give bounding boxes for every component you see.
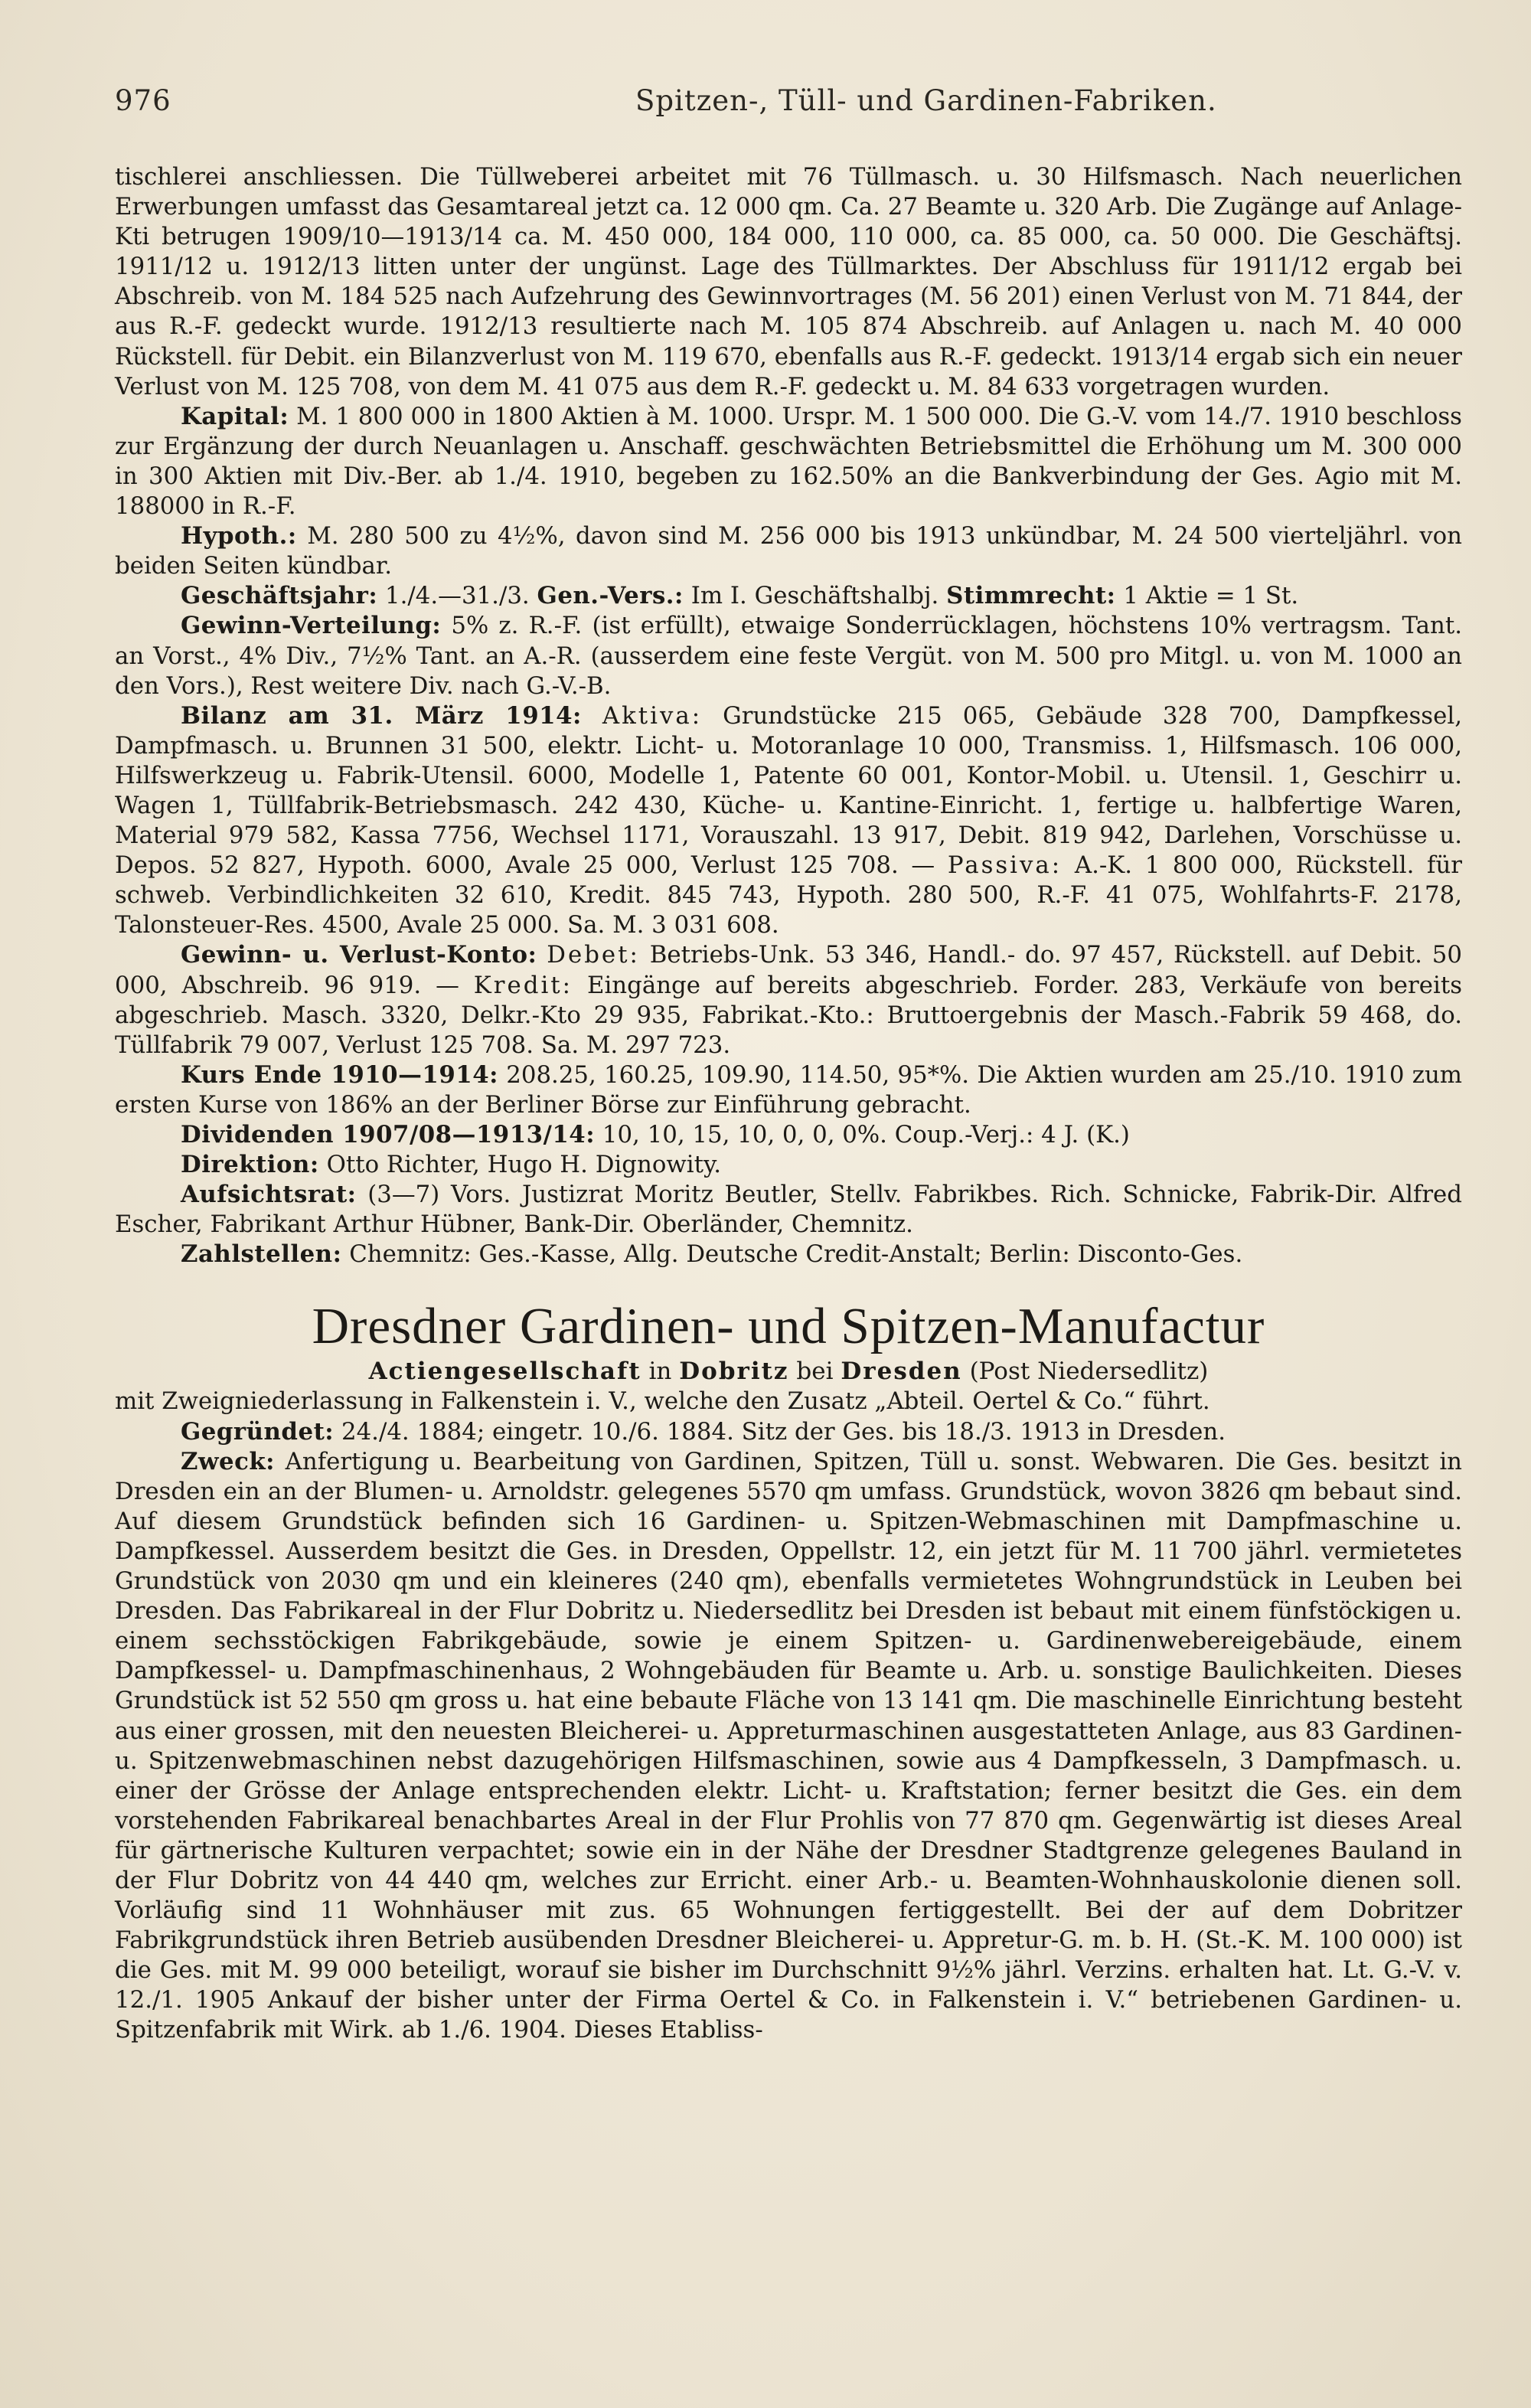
text-zweck: Anfertigung u. Bearbeitung von Gardinen, Spitzen, Tüll u. sonst. Webwaren. Die Ges. besitzt in Dresden ein an der Blumen- u. Arnoldstr. gelegenes 5570 qm umfass. Grundstück, wovon 3826 qm bebaut sind. Auf diesem Grundstück befinden sich 16 Gardinen- u. Spitzen-Webmaschinen mit Dampfmaschine u. Dampfkessel. Ausserdem besitzt die Ges. in Dresden, Oppellstr. 12, ein jetzt für M. 11 700 jährl. vermietetes Grundstück von 2030 qm und ein kleineres (240 qm), ebenfalls vermietetes Wohngrundstück in Leuben bei Dresden. Das Fabrikareal in der Flur Dobritz u. Niedersedlitz bei Dresden ist bebaut mit einem fünfstöckigen u. einem sechsstöckigen Fabrikgebäude, sowie je einem Spitzen- u. Gardinenwebereigebäude, einem Dampfkessel- u. Dampfmaschinenhaus, 2 Wohngebäuden für Beamte u. Arb. u. sonstige Baulichkeiten. Dieses Grundstück ist 52 550 qm gross u. hat eine bebaute Fläche von 13 141 qm. Die maschinelle Einrichtung besteht aus einer grossen, mit den neuesten Bleicherei- u. Appreturmaschinen ausgestatteten Anlage, aus 83 Gardinen- u. Spitzenwebmaschinen nebst dazugehörigen Hilfsmaschinen, sowie aus 4 Dampfkesseln, 3 Dampfmasch. u. einer der Grösse der Anlage entsprechenden elektr. Licht- u. Kraftstation; ferner besitzt die Ges. ein dem vorstehenden Fabrikareal benachbartes Areal in der Flur Prohlis von 77 870 qm. Gegenwärtig ist dieses Areal für gärtnerische Kulturen verpachtet; sowie ein in der Nähe der Dresdner Stadtgrenze gelegenes Bauland in der Flur Dobritz von 44 440 qm, welches zur Erricht. einer Arb.- u. Beamten-Wohnhauskolonie dienen soll. Vorläufig sind 11 Wohnhäuser mit zus. 65 Wohnungen fertiggestellt. Bei der auf dem Dobritzer Fabrikgrundstück ihren Betrieb ausübenden Dresdner Bleicherei- u. Appretur-G. m. b. H. (St.-K. M. 100 000) ist die Ges. mit M. 99 000 beteiligt, worauf sie bisher im Durchschnitt 9½% jährl. Verzins. erhalten hat. Lt. G.-V. v. 12./1. 1905 Ankauf der bisher unter der Firma Oertel & Co. in Falkenstein i. V.“ betriebenen Gardinen- u. Spitzenfabrik mit Wirk. ab 1./6. 1904. Dieses Etabliss- [115,1447,1462,2044]
entry-direktion [115,1150,1462,1180]
entry-zahlstellen [115,1240,1462,1269]
entry-hypoth [115,521,1462,581]
entry-geschaeftsjahr [115,581,1462,611]
label-debet: Debet: [547,941,640,969]
company-bei-word: bei [796,1358,834,1386]
label-direktion: Direktion: [181,1151,319,1179]
label-passiva: Passiva: [947,851,1063,880]
text-dividenden: 10, 10, 15, 10, 0, 0, 0%. Coup.-Verj.: 4 J. (K.) [602,1121,1130,1148]
text-gewinn-verteilung: 5% z. R.-F. (ist erfüllt), etwaige Sonderrücklagen, höchstens 10% vertragsm. Tant. an Vorst., 4% Div., 7½% Tant. an A.-R. (ausserdem eine feste Vergüt. von M. 500 pro Mitgl. u. von M. 1000 an den Vors.), Rest weitere Div. nach G.-V.-B. [115,612,1462,700]
company-legal-form: Actiengesellschaft [368,1358,641,1386]
label-gegruendet: Gegründet: [181,1417,335,1446]
label-aktiva: Aktiva: [602,701,703,730]
label-kredit: Kredit: [473,971,573,999]
label-hypoth: Hypoth.: [181,522,297,551]
label-aufsichtsrat: Aufsichtsrat: [181,1181,357,1209]
text-debet: Betriebs-Unk. 53 346, Handl.- do. 97 457, Rückstell. auf Debit. 50 000, Abschreib. 96 919. — [115,941,1462,999]
entry-guv [115,940,1462,1060]
entry-dividenden [115,1120,1462,1150]
entry-zweck [115,1447,1462,2046]
text-passiva: A.-K. 1 800 000, Rückstell. für schweb. Verbindlichkeiten 32 610, Kredit. 845 743, Hypoth. 280 500, R.-F. 41 075, Wohlfahrts-F. 2178, Talonsteuer-Res. 4500, Avale 25 000. Sa. M. 3 031 608. [115,851,1462,939]
text-kapital: M. 1 800 000 in 1800 Aktien à M. 1000. Urspr. M. 1 500 000. Die G.-V. vom 14./7. 1910 beschloss zur Ergänzung der durch Neuanlagen u. Anschaff. geschwächten Betriebsmittel die Erhöhung um M. 300 000 in 300 Aktien mit Div.-Ber. ab 1./4. 1910, begeben zu 162.50% an die Bankverbindung der Ges. Agio mit M. 188000 in R.-F. [115,402,1462,521]
label-bilanz: Bilanz am 31. März 1914: [181,701,582,730]
label-dividenden: Dividenden 1907/08—1913/14: [181,1121,596,1148]
label-guv: Gewinn- u. Verlust-Konto: [181,941,537,969]
page-body [115,162,1462,2046]
text-kredit: Eingänge auf bereits abgeschrieb. Forder. 283, Verkäufe von bereits abgeschrieb. Masch. 3320, Delkr.-Kto 29 935, Fabrikat.-Kto.: Bruttoergebnis der Masch.-Fabrik 59 468, do. Tüllfabrik 79 007, Verlust 125 708. Sa. M. 297 723. [115,971,1462,1059]
running-title: Spitzen-, Tüll- und Gardinen-Fabriken. [635,84,1217,117]
company-city: Dresden [841,1358,962,1386]
company-place: Dobritz [679,1358,789,1386]
entry-gegruendet [115,1417,1462,1447]
label-kapital: Kapital: [181,402,289,430]
company-title: Dresdner Gardinen- und Spitzen-Manufactur [312,1298,1265,1355]
label-gen-vers: Gen.-Vers.: [537,582,684,610]
text-kurs: 208.25, 160.25, 109.90, 114.50, 95*%. Die Aktien wurden am 25./10. 1910 zum ersten Kurse von 186% an der Berliner Börse zur Einführung gebracht. [115,1060,1462,1119]
label-gewinn-verteilung: Gewinn-Verteilung: [181,612,442,640]
entry-kurs [115,1060,1462,1120]
entry-bilanz [115,701,1462,941]
text-aufsichtsrat: (3—7) Vors. Justizrat Moritz Beutler, Stellv. Fabrikbes. Rich. Schnicke, Fabrik-Dir. Alfred Escher, Fabrikant Arthur Hübner, Bank-Dir. Oberländer, Chemnitz. [115,1181,1462,1239]
label-zweck: Zweck: [181,1447,276,1475]
label-zahlstellen: Zahlstellen: [181,1240,342,1269]
company-branch: mit Zweigniederlassung in Falkenstein i. V., welche den Zusatz „Abteil. Oertel & Co.“ führt. [115,1387,1210,1416]
entry-kapital [115,402,1462,521]
page-number: 976 [115,84,171,117]
text-aktiva: Grundstücke 215 065, Gebäude 328 700, Dampfkessel, Dampfmasch. u. Brunnen 31 500, elektr. Licht- u. Motoranlage 10 000, Transmiss. 1, Hilfsmasch. 106 000, Hilfswerkzeug u. Fabrik-Utensil. 6000, Modelle 1, Patente 60 001, Kontor-Mobil. u. Utensil. 1, Geschirr u. Wagen 1, Tüllfabrik-Betriebsmasch. 242 430, Küche- u. Kantine-Einricht. 1, fertige u. halbfertige Waren, Material 979 582, Kassa 7756, Wechsel 1171, Vorauszahl. 13 917, Debit. 819 942, Darlehen, Vorschüsse u. Depos. 52 827, Hypoth. 6000, Avale 25 000, Verlust 125 708. — [115,701,1462,880]
entry-gewinn-verteilung [115,611,1462,701]
company-post: (Post Niedersedlitz) [969,1358,1209,1386]
text-gen-vers: Im I. Geschäftshalbj. [690,582,939,610]
text-stimmrecht: 1 Aktie = 1 St. [1123,582,1299,610]
company-subtitle [115,1357,1462,1387]
entry-aufsichtsrat [115,1180,1462,1240]
label-stimmrecht: Stimmrecht: [946,582,1116,610]
company-in-word: in [648,1358,672,1386]
label-geschaeftsjahr: Geschäftsjahr: [181,582,378,610]
text-gegruendet: 24./4. 1884; eingetr. 10./6. 1884. Sitz der Ges. bis 18./3. 1913 in Dresden. [341,1417,1226,1446]
page-header [115,84,1462,130]
text-geschaeftsjahr: 1./4.—31./3. [385,582,530,610]
text-direktion: Otto Richter, Hugo H. Dignowity. [326,1151,722,1179]
label-kurs: Kurs Ende 1910—1914: [181,1060,498,1089]
text-hypoth: M. 280 500 zu 4½%, davon sind M. 256 000 bis 1913 unkündbar, M. 24 500 vierteljährl. von beiden Seiten kündbar. [115,522,1462,580]
prev-company-intro: tischlerei anschliessen. Die Tüllweberei arbeitet mit 76 Tüllmasch. u. 30 Hilfsmasch. Nach neuerlichen Erwerbungen umfasst das Gesamtareal jetzt ca. 12 000 qm. Ca. 27 Beamte u. 320 Arb. Die Zugänge auf Anlage-Kti betrugen 1909/10—1913/14 ca. M. 450 000, 184 000, 110 000, ca. 85 000, ca. 50 000. Die Geschäftsj. 1911/12 u. 1912/13 litten unter der ungünst. Lage des Tüllmarktes. Der Abschluss für 1911/12 ergab bei Abschreib. von M. 184 525 nach Aufzehrung des Gewinnvortrages (M. 56 201) einen Verlust von M. 71 844, der aus R.-F. gedeckt wurde. 1912/13 resultierte nach M. 105 874 Abschreib. auf Anlagen u. nach M. 40 000 Rückstell. für Debit. ein Bilanzverlust von M. 119 670, ebenfalls aus R.-F. gedeckt. 1913/14 ergab sich ein neuer Verlust von M. 125 708, von dem M. 41 075 aus dem R.-F. gedeckt u. M. 84 633 vorgetragen wurden. [115,163,1462,400]
text-zahlstellen: Chemnitz: Ges.-Kasse, Allg. Deutsche Credit-Anstalt; Berlin: Disconto-Ges. [349,1240,1243,1269]
